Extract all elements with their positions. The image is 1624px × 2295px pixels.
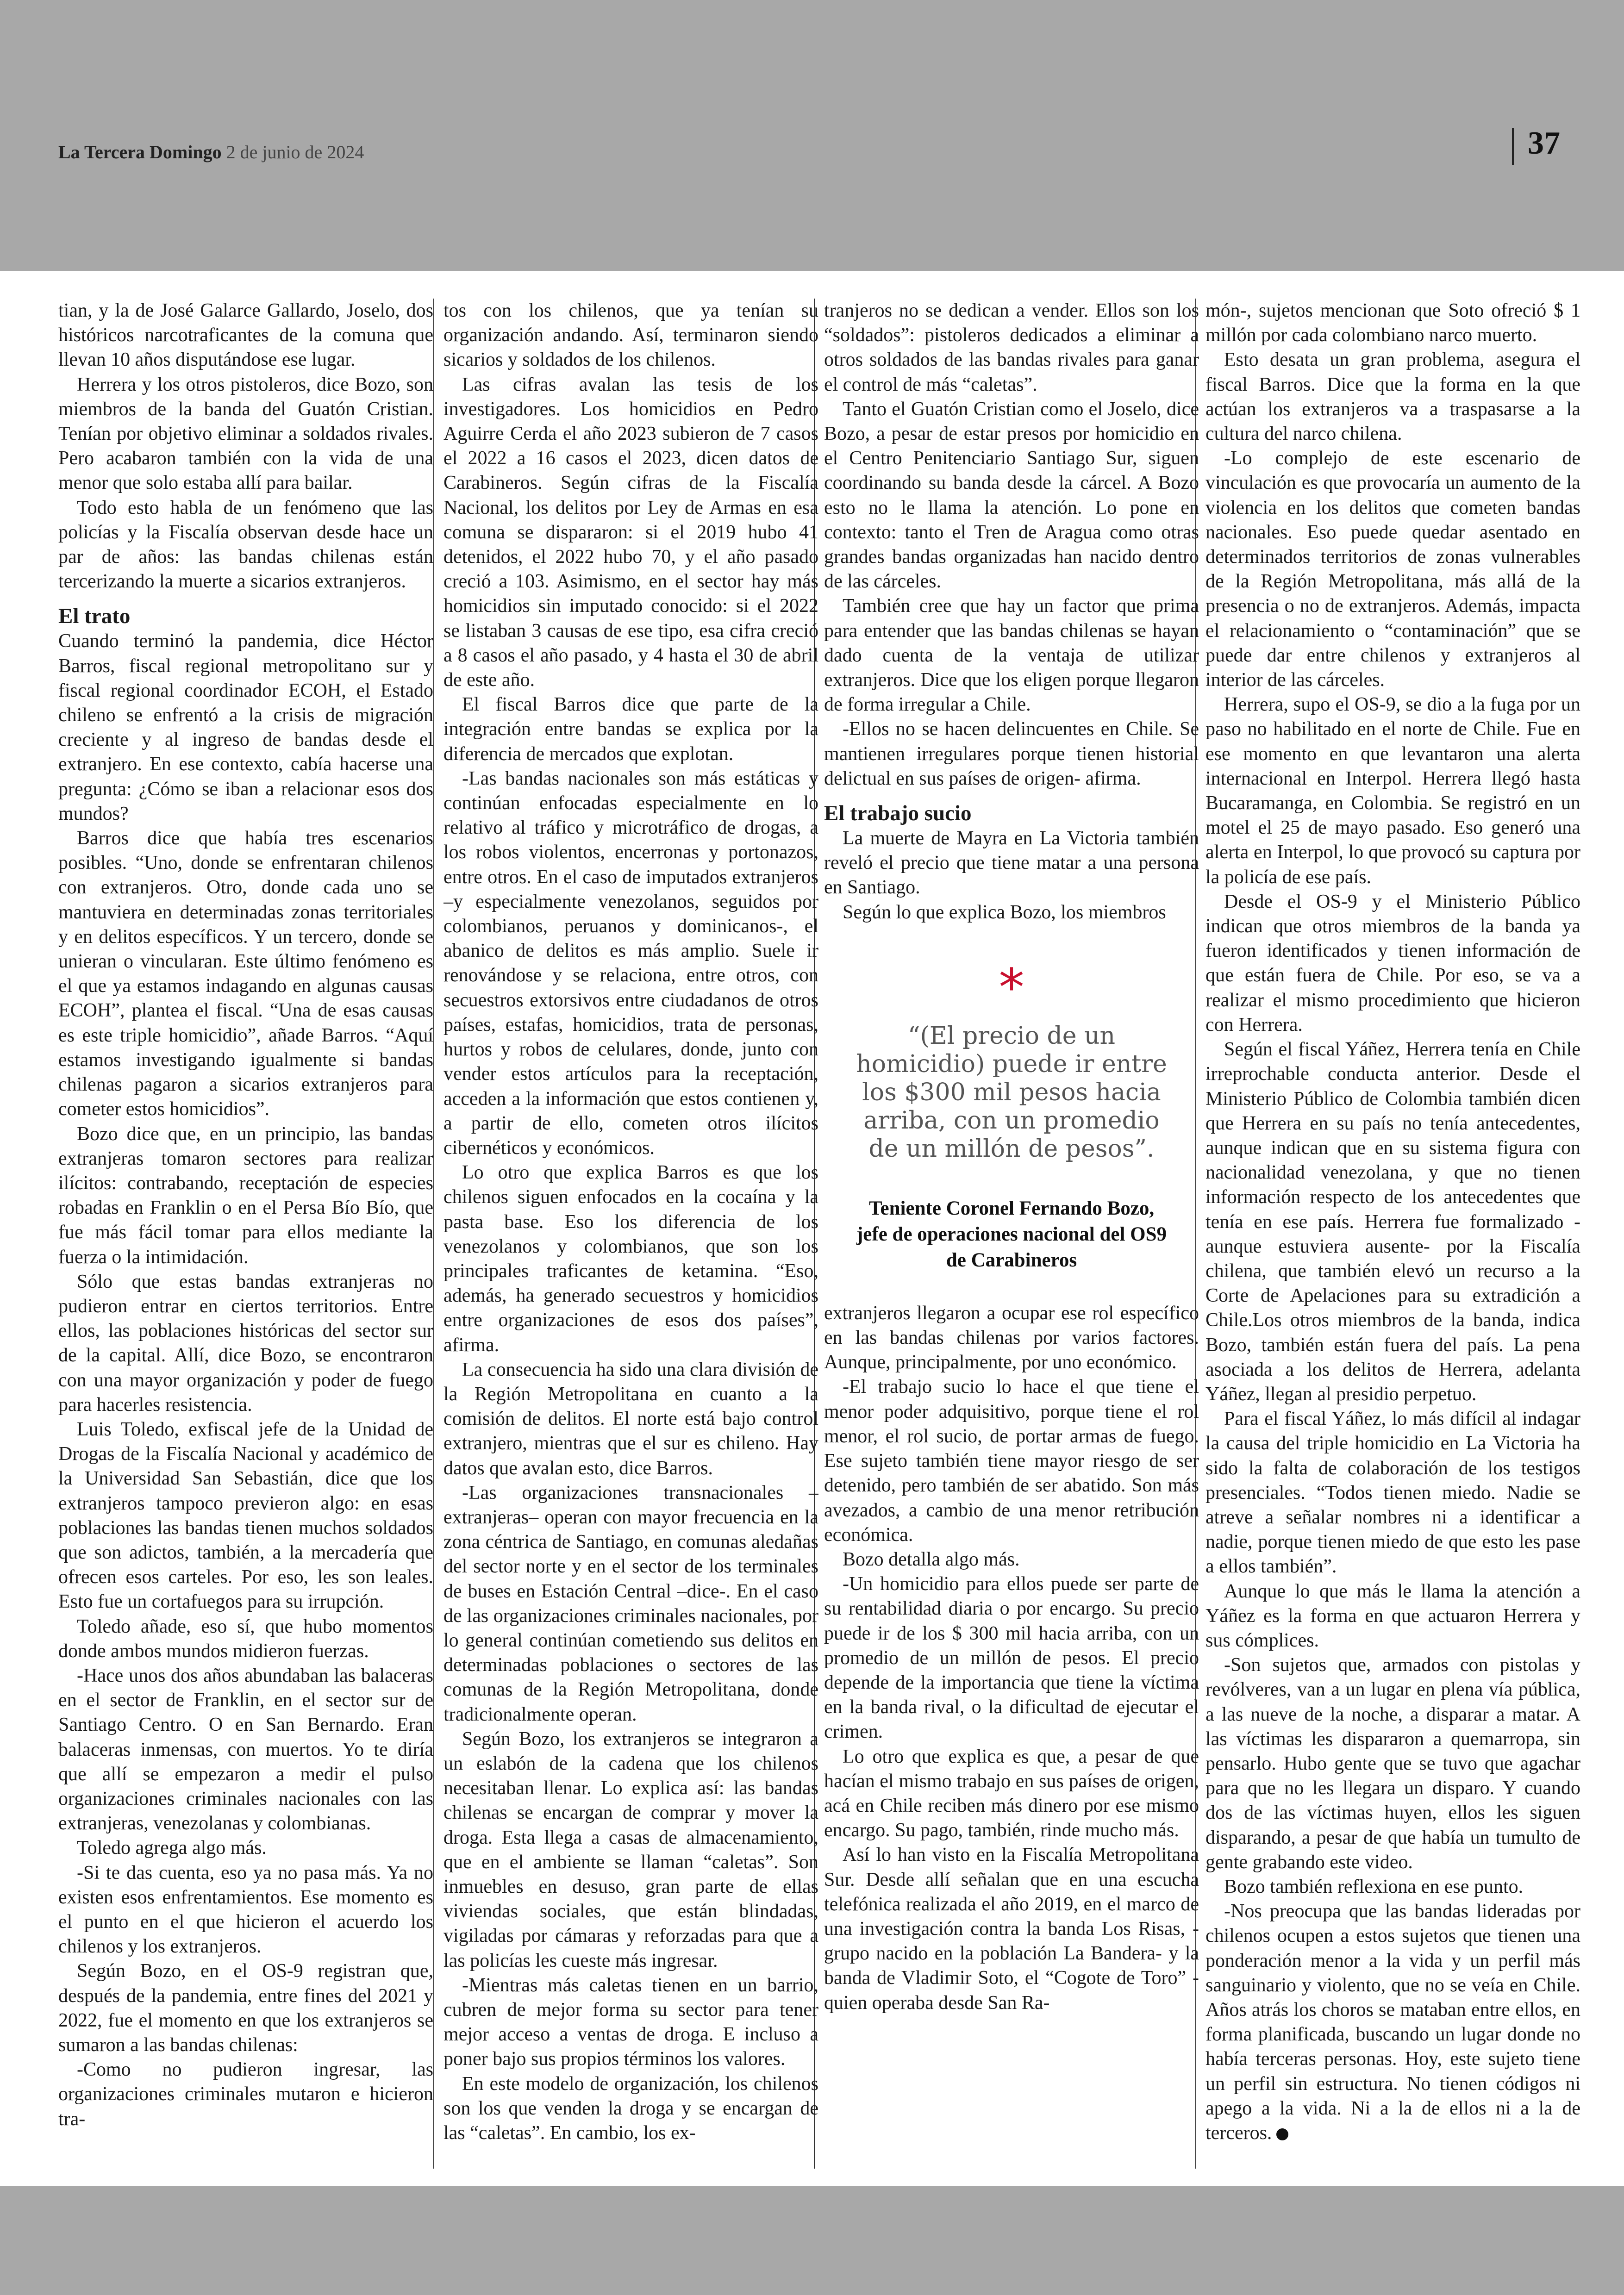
paragraph: Barros dice que había tres escenarios posibles. “Uno, donde se enfrentaran chilenos con extranjeros. Otro, donde cada uno se mantuviera en determinadas zonas territoriales y en delitos específicos. Y un tercero, donde se unieran o vincularan. Este último fenómeno es el que ya estamos indagando en algunas causas ECOH”, plantea el fiscal. “Una de esas causas es este triple homicidio”, añade Barros. “Aquí estamos investigando igualmente si bandas chilenas pagaron a sicarios extranjeros para cometer estos homicidios”. [58,828,433,1120]
paragraph: -Ellos no se hacen delincuentes en Chile. Se mantienen irregulares porque tienen historial delictual en sus países de origen- afirma. [824,718,1199,789]
paragraph: También cree que hay un factor que prima para entender que las bandas chilenas se hayan dado cuenta de la ventaja de utilizar extranjeros. Dice que los eligen porque llegaron de forma irregular a Chile. [824,595,1199,716]
header-divider [1512,128,1514,165]
section-heading: El trato [58,604,131,629]
paragraph: Bozo dice que, en un principio, las bandas extranjeras tomaron sectores para realizar ilícitos: contrabando, receptación de especies robadas en Franklin o en el Persa Bío Bío, que fue más fácil tomar para ellos mediante la fuerza o la intimidación. [58,1123,433,1268]
bottom-margin [0,2186,1624,2295]
paragraph: tian, y la de José Galarce Gallardo, Joselo, dos históricos narcotraficantes de la comuna que llevan 10 años disputándose ese lugar. [58,300,433,371]
paragraph: Todo esto habla de un fenómeno que las policías y la Fiscalía observan desde hace un par de años: las bandas chilenas están tercerizando la muerte a sicarios extranjeros. [58,497,433,592]
article-column-2 [443,299,818,2164]
paragraph: Lo otro que explica es que, a pesar de que hacían el mismo trabajo en sus países de origen, acá en Chile reciben más dinero por ese mismo encargo. Su pago, también, rinde mucho más. [824,1746,1199,1841]
paragraph: -Son sujetos que, armados con pistolas y revólveres, van a un lugar en plena vía pública, a las nueve de la noche, a disparar a matar. A las víctimas les dispararon a quemarropa, sin pensarlo. Hubo gente que se tuvo que agachar para que no les llegara un disparo. Y cuando dos de las víctimas huyen, ellos les siguen disparando, a pesar de que había un tumulto de gente grabando este video. [1206,1654,1580,1873]
running-head [58,141,364,163]
paragraph: Sólo que estas bandas extranjeras no pudieron entrar en ciertos territorios. Entre ellos, las poblaciones históricas del sector sur de la capital. Allí, dice Bozo, se encontraron con una mayor organización y poder de fuego para hacerles resistencia. [58,1271,433,1416]
paragraph: Según lo que explica Bozo, los miembros [843,901,1166,923]
paragraph: -Mientras más caletas tienen en un barrio, cubren de mejor forma su sector para tener mejor acceso a ventas de droga. E incluso a poner bajo sus propios términos los valores. [443,1974,818,2070]
paragraph-final [1206,1899,1580,2145]
article-column-3 [824,299,1199,2164]
paragraph: Bozo detalla algo más. [843,1548,1020,1570]
quote-text: “(El precio de un homicidio) puede ir entre los $300 mil pesos hacia arriba, con un promedio de un millón de pesos”. [856,1022,1167,1163]
paragraph: En este modelo de organización, los chilenos son los que venden la droga y se encargan de las “caletas”. En cambio, los ex- [443,2073,818,2144]
paragraph: Lo otro que explica Barros es que los chilenos siguen enfocados en la cocaína y la pasta base. Eso los diferencia de los venezolanos y colombianos, que son los principales traficantes de ketamina. “Eso, además, ha generado secuestros y homicidios entre organizaciones de esos dos países”, afirma. [443,1162,818,1356]
paragraph: -Las organizaciones transnacionales –extranjeras– operan con mayor frecuencia en la zona céntrica de Santiago, en comunas aledañas del sector norte y en el sector de los terminales de buses en Estación Central –dice-. En el caso de las organizaciones criminales nacionales, por lo general continúan cometiendo sus delitos en determinadas poblaciones o sectores de las comunas de la Región Metropolitana, donde tradicionalmente operan. [443,1482,818,1725]
pull-quote [824,957,1199,1273]
paragraph: Toledo agrega algo más. [77,1837,267,1859]
paragraph: extranjeros llegaron a ocupar ese rol específico en las bandas chilenas por varios factores. Aunque, principalmente, por uno económico. [824,1302,1199,1373]
quote-attribution: Teniente Coronel Fernando Bozo, jefe de operaciones nacional del OS9 de Carabineros [856,1197,1167,1271]
paragraph: -El trabajo sucio lo hace el que tiene el menor poder adquisitivo, porque tiene el rol menor, el rol sucio, de portar armas de fuego. Ese sujeto también tiene mayor riesgo de ser detenido, pero también de ser abatido. Son más avezados, a cambio de una menor retribución económica. [824,1376,1199,1546]
paragraph: Cuando terminó la pandemia, dice Héctor Barros, fiscal regional metropolitano sur y fiscal regional coordinador ECOH, el Estado chileno se enfrentó a la crisis de migración creciente y al ingreso de bandas desde el extranjero. En ese contexto, cabía hacerse una pregunta: ¿Cómo se iban a relacionar esos dos mundos? [58,630,433,824]
paragraph: -Hace unos dos años abundaban las balaceras en el sector de Franklin, en el sector sur de Santiago Centro. O en San Bernardo. Eran balaceras inmensas, con muertos. Yo te diría que allí se empezaron a medir el pulso organizaciones criminales nacionales con las extranjeras, venezolanas y colombianas. [58,1665,433,1834]
paragraph: món-, sujetos mencionan que Soto ofreció $ 1 millón por cada colombiano narco muerto. [1206,300,1580,346]
paragraph: tos con los chilenos, que ya tenían su organización andando. Así, terminaron siendo sicarios y soldados de los chilenos. [443,300,818,371]
publication-date: 2 de junio de 2024 [226,142,364,162]
column-divider [433,299,434,2169]
article-column-4 [1206,299,1580,2164]
paragraph: Herrera, supo el OS-9, se dio a la fuga por un paso no habilitado en el norte de Chile. Fue en ese momento en que levantaron una alerta internacional en Interpol. Herrera llegó hasta Bucaramanga, en Colombia. Se registró en un motel el 25 de mayo pasado. Eso generó una alerta en Interpol, lo que provocó su captura por la policía de ese país. [1206,694,1580,888]
paragraph: La consecuencia ha sido una clara división de la Región Metropolitana en cuanto a la comisión de delitos. El norte está bajo control extranjero, mientras que el sur es chileno. Hay datos que avalan esto, dice Barros. [443,1359,818,1479]
top-margin [0,0,1624,271]
paragraph: tranjeros no se dedican a vender. Ellos son los “soldados”: pistoleros dedicados a eliminar a otros soldados de las bandas rivales para ganar el control de más “caletas”. [824,300,1199,395]
paragraph: -Un homicidio para ellos puede ser parte de su rentabilidad diaria o por encargo. Su precio puede ir de los $ 300 mil hacia arriba, con un promedio de un millón de pesos. El precio depende de la importancia que tiene la víctima en la banda rival, o la dificultad de ejecutar el crimen. [824,1573,1199,1743]
paragraph: Aunque lo que más le llama la atención a Yáñez es la forma en que actuaron Herrera y sus cómplices. [1206,1580,1580,1651]
paragraph: Las cifras avalan las tesis de los investigadores. Los homicidios en Pedro Aguirre Cerda el año 2023 subieron de 7 casos el 2022 a 16 casos el 2023, dicen datos de Carabineros. Según cifras de la Fiscalía Nacional, los delitos por Ley de Armas en esa comuna se dispararon: si el 2019 hubo 41 detenidos, el 2022 hubo 70, y el año pasado creció a 103. Asimismo, en el sector hay más homicidios sin imputado conocido: si el 2022 se listaban 3 causas de ese tipo, esa cifra creció a 8 casos el año pasado, y 4 hasta el 30 de abril de este año. [443,374,818,691]
paragraph: Desde el OS-9 y el Ministerio Público indican que otros miembros de la banda ya fueron identificados y tienen información de que están fuera de Chile. Por eso, se va a realizar el mismo procedimiento que hicieron con Herrera. [1206,891,1580,1035]
section-heading: El trabajo sucio [824,801,972,826]
paragraph: El fiscal Barros dice que parte de la integración entre bandas se explica por la diferencia de mercados que explotan. [443,694,818,765]
paragraph: Bozo también reflexiona en ese punto. [1224,1876,1524,1897]
paragraph: Herrera y los otros pistoleros, dice Bozo, son miembros de la banda del Guatón Cristian. Tenían por objetivo eliminar a soldados rivales. Pero acabaron también con la vida de una menor que solo estaba allí para bailar. [58,374,433,494]
paragraph: Según Bozo, en el OS-9 registran que, después de la pandemia, entre fines del 2021 y 2022, fue el momento en que los extranjeros se sumaron a las bandas chilenas: [58,1960,433,2056]
paragraph: Según el fiscal Yáñez, Herrera tenía en Chile irreprochable conducta anterior. Desde el Ministerio Público de Colombia también dicen que Herrera en su país no tenía antecedentes, aunque indican que en su sistema figura con nacionalidad venezolana, y que no tienen información respecto de los antecedentes que tenía en ese país. Herrera fue formalizado -aunque estuviera ausente- por la Fiscalía chilena, que también elevó un recurso a la Corte de Apelaciones para su extradición a Chile.Los otros miembros de la banda, indica Bozo, también están fuera del país. La pena asociada a los delitos de Herrera, adelanta Yáñez, llegan al presidio perpetuo. [1206,1039,1580,1405]
paragraph: Tanto el Guatón Cristian como el Joselo, dice Bozo, a pesar de estar presos por homicidio en el Centro Penitenciario Santiago Sur, siguen coordinando su banda desde la cárcel. A Bozo esto no le llama la atención. Lo pone en contexto: tanto el Tren de Aragua como otras grandes bandas organizadas han nacido dentro de las cárceles. [824,398,1199,592]
page-number: 37 [1528,125,1560,161]
asterisk-icon: * [999,957,1024,1017]
paragraph: -Si te das cuenta, eso ya no pasa más. Ya no existen esos enfrentamientos. Ese momento es el punto en el que hicieron el acuerdo los chilenos y los extranjeros. [58,1862,433,1958]
paragraph: -Lo complejo de este escenario de vinculación es que provocaría un aumento de la violencia en los delitos que cometen bandas nacionales. Eso puede quedar asentado en determinados territorios de zonas vulnerables de la Región Metropolitana, más allá de la presencia o no de extranjeros. Además, impacta el relacionamiento o “contaminación” que se puede dar entre chilenos y extranjeros al interior de las cárceles. [1206,448,1580,691]
paragraph: Según Bozo, los extranjeros se integraron a un eslabón de la cadena que los chilenos necesitaban llenar. Lo explica así: las bandas chilenas se encargan de comprar y mover la droga. Esta llega a casas de almacenamiento, que en el ambiente se llaman “caletas”. Son inmuebles en desuso, gran parte de ellas viviendas sociales, que están blindadas, vigiladas por cámaras y reforzadas para que a las policías les cueste más ingresar. [443,1728,818,1971]
paragraph: Para el fiscal Yáñez, lo más difícil al indagar la causa del triple homicidio en La Victoria ha sido la falta de colaboración de los testigos presenciales. “Todos tienen miedo. Nadie se atreve a señalar nombres ni a identificar a nadie, porque tienen miedo de que esto les pase a ellos también”. [1206,1408,1580,1578]
paragraph: La muerte de Mayra en La Victoria también reveló el precio que tiene matar a una persona en Santiago. [824,828,1199,898]
paragraph: -Como no pudieron ingresar, las organizaciones criminales mutaron e hicieron tra- [58,2059,433,2130]
paragraph-text: -Nos preocupa que las bandas lideradas por chilenos ocupen a estos sujetos que tienen una ponderación menor a la vida y un perfil más sanguinario y violento, que no se veía en Chile. Años atrás los choros se mataban entre ellos, en forma planificada, buscando un lugar donde no había terceras personas. Hoy, este sujeto tiene un perfil sin estructura. No tienen códigos ni apego a la vida. Ni a la de ellos ni a la de terceros. [1206,1901,1580,2144]
end-of-article-icon [1276,2128,1288,2140]
newspaper-name: La Tercera Domingo [58,142,222,162]
paragraph: Así lo han visto en la Fiscalía Metropolitana Sur. Desde allí señalan que en una escucha telefónica realizada el año 2019, en el marco de una investigación contra la banda Los Risas, -grupo nacido en la población La Bandera- y la banda de Vladimir Soto, el “Cogote de Toro” -quien operaba desde San Ra- [824,1844,1199,2014]
paragraph: Esto desata un gran problema, asegura el fiscal Barros. Dice que la forma en la que actúan los extranjeros va a traspasarse a la cultura del narco chilena. [1206,349,1580,445]
paragraph: -Las bandas nacionales son más estáticas y continúan enfocadas especialmente en lo relativo al tráfico y microtráfico de drogas, a los robos violentos, encerronas y portonazos, entre otros. En el caso de imputados extranjeros –y especialmente venezolanos, seguidos por colombianos, peruanos y dominicanos-, el abanico de delitos es más amplio. Suele ir renovándose y se relaciona, entre otros, con secuestros extorsivos entre ciudadanos de otros países, estafas, homicidios, trata de personas, hurtos y robos de celulares, donde, junto con vender estos artículos para la receptación, acceden a la información que estos contienen y, a partir de ello, cometen otros ilícitos cibernéticos y económicos. [443,767,818,1159]
paragraph: Toledo añade, eso sí, que hubo momentos donde ambos mundos midieron fuerzas. [58,1615,433,1662]
paragraph: Luis Toledo, exfiscal jefe de la Unidad de Drogas de la Fiscalía Nacional y académico de la Universidad San Sebastián, dice que los extranjeros tampoco previeron algo: en esas poblaciones las bandas tienen muchos soldados que son adictos, también, a la mercadería que ofrecen esos carteles. Por eso, les son leales. Esto fue un cortafuegos para su irrupción. [58,1418,433,1613]
article-column-1 [58,299,433,2164]
